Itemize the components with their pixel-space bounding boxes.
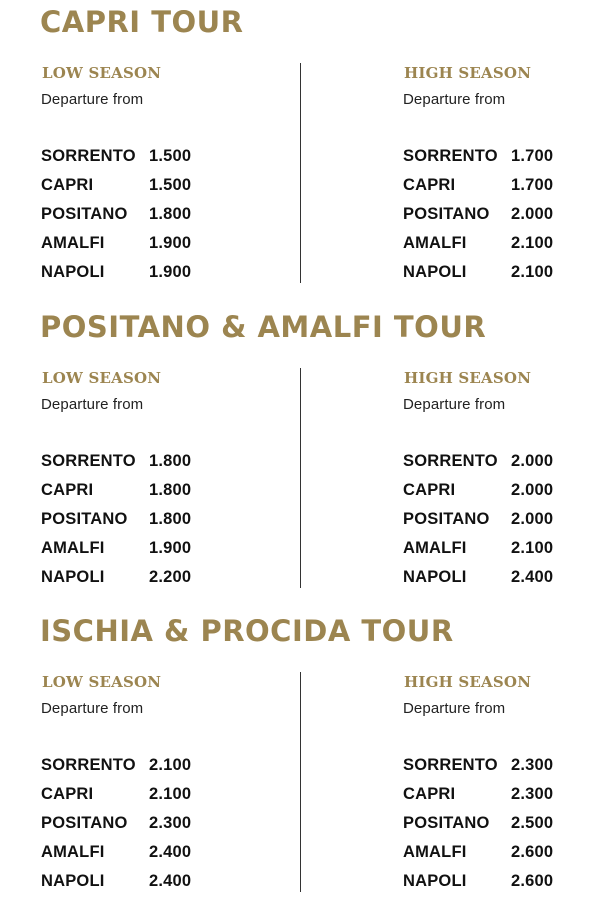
- price-row: [403, 505, 600, 534]
- price-list: [41, 447, 291, 592]
- price-value: 2.100: [511, 263, 554, 281]
- departure-label: Departure from: [403, 700, 506, 717]
- price-row: [403, 476, 600, 505]
- price-row: [403, 751, 600, 780]
- city-name: NAPOLI: [41, 263, 105, 281]
- price-value: 1.800: [149, 205, 192, 223]
- price-value: 2.400: [149, 843, 192, 861]
- price-row: [403, 534, 600, 563]
- price-value: 2.000: [511, 510, 554, 528]
- city-name: NAPOLI: [403, 872, 467, 890]
- price-value: 1.800: [149, 452, 192, 470]
- price-row: [41, 171, 291, 200]
- price-row: [403, 780, 600, 809]
- city-name: POSITANO: [41, 814, 128, 832]
- tour-title: ISCHIA & PROCIDA TOUR: [40, 614, 454, 648]
- season-label: LOW SEASON: [42, 673, 162, 691]
- price-list: [403, 447, 600, 592]
- low-season-column: [41, 63, 291, 287]
- price-row: [403, 563, 600, 592]
- price-list: [403, 142, 600, 287]
- city-name: CAPRI: [403, 176, 456, 194]
- price-row: [41, 867, 291, 896]
- city-name: AMALFI: [41, 234, 105, 252]
- city-name: NAPOLI: [403, 568, 467, 586]
- price-row: [403, 838, 600, 867]
- price-value: 2.400: [149, 872, 192, 890]
- price-value: 2.000: [511, 205, 554, 223]
- price-value: 1.700: [511, 176, 554, 194]
- city-name: AMALFI: [403, 234, 467, 252]
- price-value: 1.500: [149, 147, 192, 165]
- price-row: [41, 200, 291, 229]
- price-value: 1.900: [149, 234, 192, 252]
- price-row: [41, 780, 291, 809]
- city-name: SORRENTO: [403, 452, 498, 470]
- price-value: 1.800: [149, 481, 192, 499]
- city-name: POSITANO: [41, 205, 128, 223]
- price-row: [41, 505, 291, 534]
- price-row: [41, 838, 291, 867]
- price-value: 2.600: [511, 843, 554, 861]
- city-name: POSITANO: [403, 510, 490, 528]
- city-name: CAPRI: [403, 481, 456, 499]
- high-season-column: [403, 672, 600, 896]
- city-name: SORRENTO: [403, 756, 498, 774]
- price-value: 2.000: [511, 481, 554, 499]
- price-row: [403, 258, 600, 287]
- city-name: SORRENTO: [41, 147, 136, 165]
- tour-title: POSITANO & AMALFI TOUR: [40, 310, 487, 344]
- season-label: LOW SEASON: [42, 369, 162, 387]
- city-name: SORRENTO: [41, 452, 136, 470]
- city-name: POSITANO: [41, 510, 128, 528]
- city-name: POSITANO: [403, 205, 490, 223]
- season-label: LOW SEASON: [42, 64, 162, 82]
- price-row: [41, 563, 291, 592]
- city-name: CAPRI: [41, 785, 94, 803]
- price-value: 1.900: [149, 539, 192, 557]
- price-value: 2.100: [511, 234, 554, 252]
- price-row: [403, 171, 600, 200]
- season-label: HIGH SEASON: [404, 64, 532, 82]
- price-row: [403, 229, 600, 258]
- city-name: AMALFI: [41, 843, 105, 861]
- price-row: [41, 751, 291, 780]
- price-value: 2.600: [511, 872, 554, 890]
- price-row: [403, 809, 600, 838]
- city-name: AMALFI: [403, 539, 467, 557]
- price-value: 2.200: [149, 568, 192, 586]
- tour-section-ischia-procida: [0, 609, 600, 909]
- price-row: [41, 229, 291, 258]
- price-list: [41, 751, 291, 896]
- price-value: 1.900: [149, 263, 192, 281]
- price-row: [41, 534, 291, 563]
- departure-label: Departure from: [403, 91, 506, 108]
- departure-label: Departure from: [41, 91, 144, 108]
- price-row: [41, 809, 291, 838]
- price-row: [403, 867, 600, 896]
- price-value: 2.100: [149, 785, 192, 803]
- city-name: CAPRI: [41, 176, 94, 194]
- price-value: 2.100: [149, 756, 192, 774]
- departure-label: Departure from: [41, 396, 144, 413]
- low-season-column: [41, 672, 291, 896]
- tour-section-positano-amalfi: [0, 305, 600, 605]
- price-row: [403, 447, 600, 476]
- tour-section-capri: [0, 0, 600, 300]
- column-divider: [300, 368, 301, 588]
- tour-title: CAPRI TOUR: [40, 5, 244, 39]
- price-value: 2.400: [511, 568, 554, 586]
- price-row: [403, 142, 600, 171]
- price-list: [403, 751, 600, 896]
- price-value: 2.300: [511, 785, 554, 803]
- low-season-column: [41, 368, 291, 592]
- city-name: NAPOLI: [403, 263, 467, 281]
- price-value: 1.500: [149, 176, 192, 194]
- high-season-column: [403, 368, 600, 592]
- price-value: 1.800: [149, 510, 192, 528]
- price-value: 1.700: [511, 147, 554, 165]
- price-row: [41, 142, 291, 171]
- price-value: 2.300: [149, 814, 192, 832]
- price-value: 2.300: [511, 756, 554, 774]
- city-name: CAPRI: [403, 785, 456, 803]
- city-name: SORRENTO: [41, 756, 136, 774]
- price-row: [403, 200, 600, 229]
- column-divider: [300, 63, 301, 283]
- price-row: [41, 258, 291, 287]
- column-divider: [300, 672, 301, 892]
- price-value: 2.100: [511, 539, 554, 557]
- city-name: NAPOLI: [41, 872, 105, 890]
- high-season-column: [403, 63, 600, 287]
- departure-label: Departure from: [403, 396, 506, 413]
- city-name: AMALFI: [403, 843, 467, 861]
- city-name: AMALFI: [41, 539, 105, 557]
- season-label: HIGH SEASON: [404, 369, 532, 387]
- city-name: SORRENTO: [403, 147, 498, 165]
- city-name: POSITANO: [403, 814, 490, 832]
- city-name: CAPRI: [41, 481, 94, 499]
- city-name: NAPOLI: [41, 568, 105, 586]
- price-row: [41, 447, 291, 476]
- price-value: 2.500: [511, 814, 554, 832]
- price-list: [41, 142, 291, 287]
- season-label: HIGH SEASON: [404, 673, 532, 691]
- price-row: [41, 476, 291, 505]
- price-value: 2.000: [511, 452, 554, 470]
- departure-label: Departure from: [41, 700, 144, 717]
